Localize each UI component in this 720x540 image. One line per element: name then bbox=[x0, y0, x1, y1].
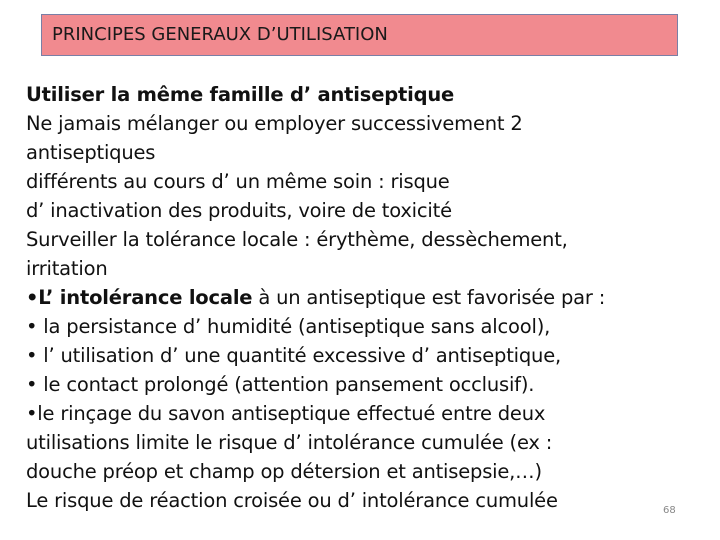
text-line-8 bbox=[26, 283, 716, 312]
text-line-4: différents au cours d’ un même soin : risque bbox=[26, 170, 450, 193]
text-line-9: • la persistance d’ humidité (antiseptique sans alcool), bbox=[26, 315, 551, 338]
text-line-1: Utiliser la même famille d’ antiseptique bbox=[26, 83, 455, 106]
text-line-15: Le risque de réaction croisée ou d’ intolérance cumulée bbox=[26, 489, 558, 512]
title-banner bbox=[41, 14, 678, 56]
slide-body bbox=[26, 80, 716, 515]
text-line-6: Surveiller la tolérance locale : érythème, dessèchement, bbox=[26, 228, 568, 251]
text-line-12: •le rinçage du savon antiseptique effectué entre deux bbox=[26, 402, 546, 425]
page-number: 68 bbox=[663, 505, 676, 516]
text-line-10: • l’ utilisation d’ une quantité excessive d’ antiseptique, bbox=[26, 344, 561, 367]
text-line-8-rest: à un antiseptique est favorisée par : bbox=[252, 286, 606, 309]
text-line-3: antiseptiques bbox=[26, 141, 156, 164]
slide-title: PRINCIPES GENERAUX D’UTILISATION bbox=[52, 24, 388, 45]
text-line-7: irritation bbox=[26, 257, 108, 280]
text-line-14: douche préop et champ op détersion et antisepsie,…) bbox=[26, 460, 542, 483]
text-line-5: d’ inactivation des produits, voire de toxicité bbox=[26, 199, 452, 222]
text-line-2: Ne jamais mélanger ou employer successivement 2 bbox=[26, 112, 523, 135]
text-line-8-bold: •L’ intolérance locale bbox=[26, 286, 253, 309]
text-line-11: • le contact prolongé (attention pansement occlusif). bbox=[26, 373, 535, 396]
text-line-13: utilisations limite le risque d’ intolérance cumulée (ex : bbox=[26, 431, 553, 454]
